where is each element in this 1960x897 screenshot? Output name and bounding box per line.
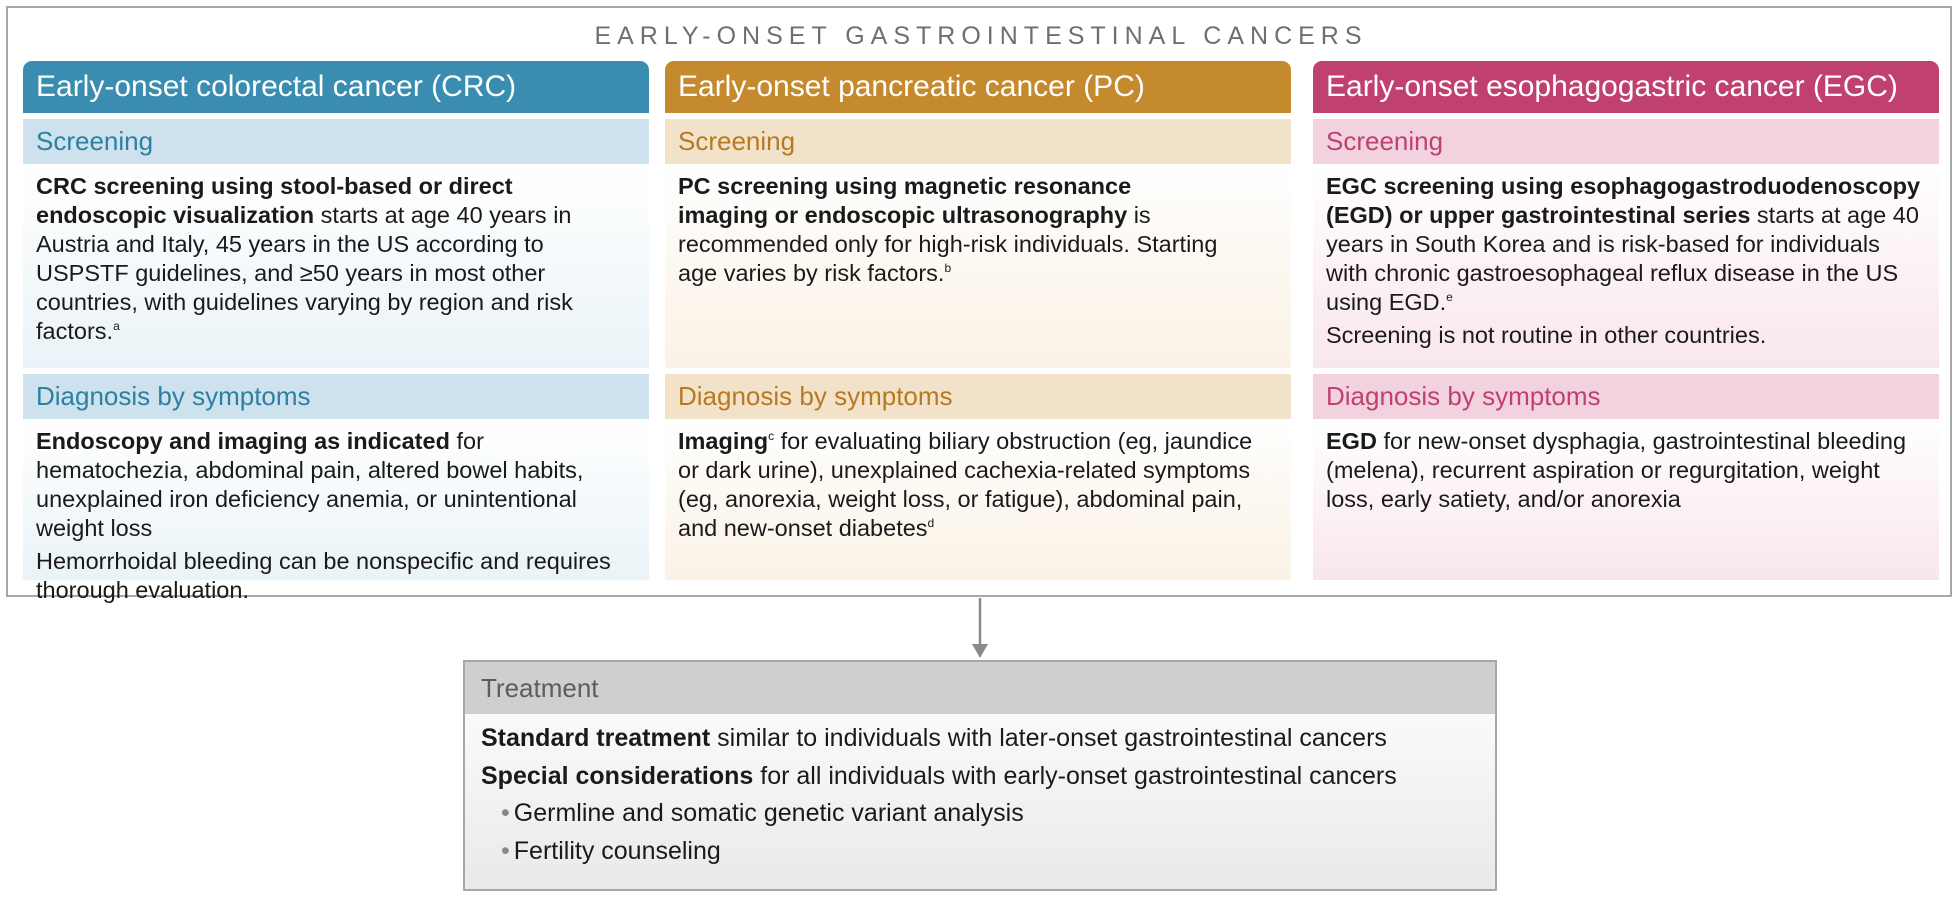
footnote-b: b (944, 261, 952, 275)
treatment-bullet (481, 833, 1479, 871)
treatment-bullet-text: Germline and somatic genetic variant analysis (513, 799, 1024, 827)
pc-screening-label: Screening (665, 119, 1291, 164)
pc-diagnosis-body: for evaluating biliary obstruction (eg, jaundice or dark urine), unexplained cachexia-related symptoms (eg, anorexia, weight loss, or fatigue), abdominal pain, and new-onset diabetes (678, 428, 1253, 541)
treatment-bullet-text: Fertility counseling (513, 836, 721, 865)
pc-diagnosis-label: Diagnosis by symptoms (665, 374, 1291, 419)
diagram-title: EARLY-ONSET GASTROINTESTINAL CANCERS (594, 22, 1368, 50)
bullet-dot-icon: • (501, 799, 510, 827)
crc-screening-label: Screening (23, 119, 649, 164)
arrow-head (972, 644, 988, 658)
treatment-line1-text: similar to individuals with later-onset gastrointestinal cancers (710, 724, 1387, 752)
crc-screening-bold: CRC screening using stool-based or direct endoscopic visualization (36, 173, 513, 228)
treatment-line2-bold: Special considerations (481, 761, 754, 790)
egc-screening-body: starts at age 40 years in South Korea and is risk-based for individuals with chronic gastroesophageal reflux disease in the US using EGD. (1326, 202, 1919, 315)
egc-screening-label: Screening (1313, 119, 1939, 164)
egc-diagnosis-bold: EGD (1326, 428, 1377, 454)
pc-screening-bold: PC screening using magnetic resonance imaging or endoscopic ultrasonography (678, 173, 1132, 228)
bullet-dot-icon: • (501, 836, 510, 865)
crc-screening-body: starts at age 40 years in Austria and Italy, 45 years in the US according to USPSTF guidelines, and ≥50 years in most other countries, with guidelines varying by region and risk factors. (36, 202, 573, 344)
footnote-a: a (113, 319, 120, 333)
treatment-line2-text: for all individuals with early-onset gastrointestinal cancers (753, 761, 1397, 790)
egc-screening-bold: EGC screening using esophagogastroduodenoscopy (EGD) or upper gastrointestinal series (1326, 173, 1921, 228)
crc-diagnosis-note: Hemorrhoidal bleeding can be nonspecific and requires thorough evaluation. (36, 548, 611, 603)
treatment-body (465, 714, 1495, 870)
pc-screening-body: is recommended only for high-risk individuals. Starting age varies by risk factors. (678, 202, 1218, 286)
crc-header: Early-onset colorectal cancer (CRC) (23, 61, 649, 113)
crc-diagnosis-body: for hematochezia, abdominal pain, altered bowel habits, unexplained iron deficiency anemia, or unintentional weight loss (36, 428, 584, 541)
crc-diagnosis-label: Diagnosis by symptoms (23, 374, 649, 419)
treatment-line1-bold: Standard treatment (481, 724, 711, 752)
egc-diagnosis-label: Diagnosis by symptoms (1313, 374, 1939, 419)
footnote-e: e (1446, 290, 1453, 304)
treatment-bullet (481, 795, 1479, 833)
egc-diagnosis-body: for new-onset dysphagia, gastrointestinal bleeding (melena), recurrent aspiration or regurgitation, weight loss, early satiety, and/or anorexia (1326, 428, 1907, 512)
pc-diagnosis-bold: Imaging (678, 428, 769, 454)
footnote-d: d (927, 516, 935, 530)
treatment-box (463, 660, 1497, 891)
crc-diagnosis-bold: Endoscopy and imaging as indicated (36, 428, 450, 454)
egc-header: Early-onset esophagogastric cancer (EGC) (1313, 61, 1939, 113)
treatment-label: Treatment (465, 662, 1495, 714)
pc-header: Early-onset pancreatic cancer (PC) (665, 61, 1291, 113)
footnote-c: c (768, 429, 775, 443)
egc-screening-note: Screening is not routine in other countries. (1326, 322, 1767, 348)
